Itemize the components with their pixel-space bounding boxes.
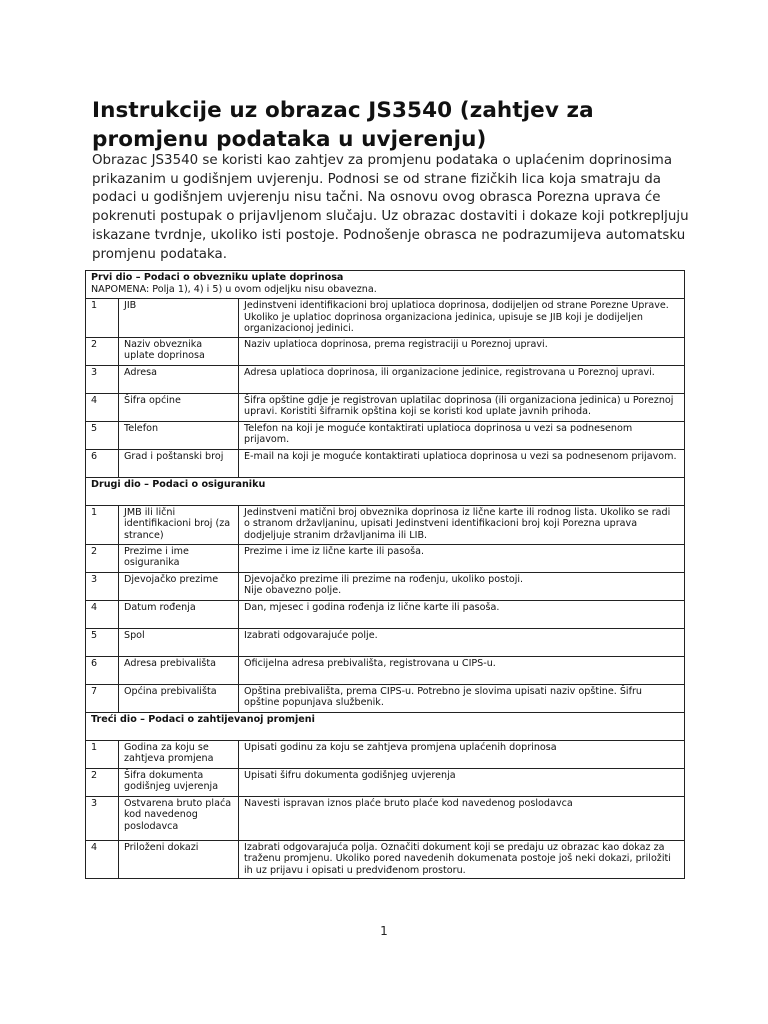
row-desc: Telefon na koji je moguće kontaktirati uplatioca doprinosa u vezi sa podnesenom prijavom. — [239, 421, 685, 449]
table-row — [86, 505, 685, 544]
row-label: Djevojačko prezime — [119, 572, 239, 600]
row-num: 7 — [86, 684, 119, 712]
row-num: 3 — [86, 796, 119, 840]
table-row — [86, 656, 685, 684]
table-row — [86, 299, 685, 338]
section-header-cell — [86, 477, 685, 505]
row-num: 2 — [86, 337, 119, 365]
row-desc: Upisati godinu za koju se zahtjeva promjena uplaćenih doprinosa — [239, 740, 685, 768]
row-desc: Naziv uplatioca doprinosa, prema registraciji u Poreznoj upravi. — [239, 337, 685, 365]
row-num: 3 — [86, 572, 119, 600]
table-row — [86, 544, 685, 572]
table-row — [86, 365, 685, 393]
row-desc: Opština prebivališta, prema CIPS-u. Potrebno je slovima upisati naziv opštine. Šifru opštine popunjava službenik. — [239, 684, 685, 712]
row-label: Adresa prebivališta — [119, 656, 239, 684]
row-label: Godina za koju se zahtjeva promjena — [119, 740, 239, 768]
table-row — [86, 393, 685, 421]
section-header — [86, 712, 685, 740]
table-row — [86, 572, 685, 600]
section-header-cell — [86, 712, 685, 740]
section-heading: Treći dio – Podaci o zahtijevanoj promjeni — [91, 713, 315, 725]
row-label: Prezime i ime osiguranika — [119, 544, 239, 572]
row-num: 4 — [86, 600, 119, 628]
row-label: Adresa — [119, 365, 239, 393]
table-row — [86, 337, 685, 365]
table-row — [86, 740, 685, 768]
row-label: Općina prebivališta — [119, 684, 239, 712]
row-num: 3 — [86, 365, 119, 393]
row-num: 5 — [86, 628, 119, 656]
row-desc: Jedinstveni matični broj obveznika doprinosa iz lične karte ili rodnog lista. Ukoliko se radi o stranom državljaninu, upisati Jedinstveni identifikacioni broj koji Porezna uprava dodjeljuje stranim državljanima ili LIB. — [239, 505, 685, 544]
row-num: 6 — [86, 656, 119, 684]
row-num: 4 — [86, 840, 119, 879]
section-heading: Prvi dio – Podaci o obvezniku uplate doprinosa — [91, 272, 344, 283]
row-num: 1 — [86, 740, 119, 768]
page-number: 1 — [380, 924, 388, 938]
row-num: 5 — [86, 421, 119, 449]
section-header-cell — [86, 271, 685, 299]
row-desc: Izabrati odgovarajuće polje. — [239, 628, 685, 656]
table-row — [86, 600, 685, 628]
section-header — [86, 477, 685, 505]
section-heading: Drugi dio – Podaci o osiguraniku — [91, 478, 266, 490]
row-label: Šifra dokumenta godišnjeg uvjerenja — [119, 768, 239, 796]
row-num: 4 — [86, 393, 119, 421]
row-desc: Prezime i ime iz lične karte ili pasoša. — [239, 544, 685, 572]
document-title: Instrukcije uz obrazac JS3540 (zahtjev za promjenu podataka u uvjerenju) — [92, 98, 594, 152]
table-row — [86, 628, 685, 656]
row-num: 6 — [86, 449, 119, 477]
row-label: Priloženi dokazi — [119, 840, 239, 879]
row-label: Telefon — [119, 421, 239, 449]
intro-paragraph: Obrazac JS3540 se koristi kao zahtjev za promjenu podataka o uplaćenim doprinosima prikazanim u godišnjem uvjerenju. Podnosi se od strane fizičkih lica koja smatraju da podaci u godišnjem uvjerenju nisu tačni. Na osnovu ovog obrasca Porezna uprava će pokrenuti postupak o prijavljenom slučaju. Uz obrazac dostaviti i dokaze koji potkrepljuju iskazane tvrdnje, ukoliko isti postoje. Podnošenje obrasca ne podrazumijeva automatsku promjenu podataka. — [92, 153, 689, 262]
row-desc: Navesti ispravan iznos plaće bruto plaće kod navedenog poslodavca — [239, 796, 685, 840]
row-label: Datum rođenja — [119, 600, 239, 628]
row-label: Grad i poštanski broj — [119, 449, 239, 477]
instructions-table — [85, 270, 685, 879]
row-label: Naziv obveznika uplate doprinosa — [119, 337, 239, 365]
section-note: NAPOMENA: Polja 1), 4) i 5) u ovom odjeljku nisu obavezna. — [91, 283, 377, 295]
row-label: Šifra općine — [119, 393, 239, 421]
row-label: Ostvarena bruto plaća kod navedenog poslodavca — [119, 796, 239, 840]
row-desc: Djevojačko prezime ili prezime na rođenju, ukoliko postoji. Nije obavezno polje. — [239, 572, 685, 600]
section-header — [86, 271, 685, 299]
table-row — [86, 449, 685, 477]
table-row — [86, 421, 685, 449]
table-row — [86, 768, 685, 796]
table-row — [86, 840, 685, 879]
row-desc: Jedinstveni identifikacioni broj uplatioca doprinosa, dodijeljen od strane Porezne Uprave. Ukoliko je uplatioc doprinosa organizaciona jedinica, upisuje se JIB koji je dodijeljen organizacionoj jedinici. — [239, 299, 685, 338]
row-desc: Adresa uplatioca doprinosa, ili organizacione jedinice, registrovana u Poreznoj upravi. — [239, 365, 685, 393]
row-desc: Izabrati odgovarajuća polja. Označiti dokument koji se predaju uz obrazac kao dokaz za traženu promjenu. Ukoliko pored navedenih dokumenata postoje još neki dokazi, priložiti ih uz prijavu i opisati u predviđenom prostoru. — [239, 840, 685, 879]
row-num: 1 — [86, 505, 119, 544]
table-row — [86, 796, 685, 840]
row-label: JIB — [119, 299, 239, 338]
row-desc: Šifra opštine gdje je registrovan uplatilac doprinosa (ili organizaciona jedinica) u Poreznoj upravi. Koristiti šifrarnik opština koji se koristi kod uplate javnih prihoda. — [239, 393, 685, 421]
row-desc: Oficijelna adresa prebivališta, registrovana u CIPS-u. — [239, 656, 685, 684]
row-desc: Upisati šifru dokumenta godišnjeg uvjerenja — [239, 768, 685, 796]
row-num: 1 — [86, 299, 119, 338]
row-num: 2 — [86, 544, 119, 572]
table-row — [86, 684, 685, 712]
row-label: JMB ili lični identifikacioni broj (za strance) — [119, 505, 239, 544]
row-desc: Dan, mjesec i godina rođenja iz lične karte ili pasoša. — [239, 600, 685, 628]
row-num: 2 — [86, 768, 119, 796]
row-label: Spol — [119, 628, 239, 656]
row-desc: E-mail na koji je moguće kontaktirati uplatioca doprinosa u vezi sa podnesenom prijavom. — [239, 449, 685, 477]
